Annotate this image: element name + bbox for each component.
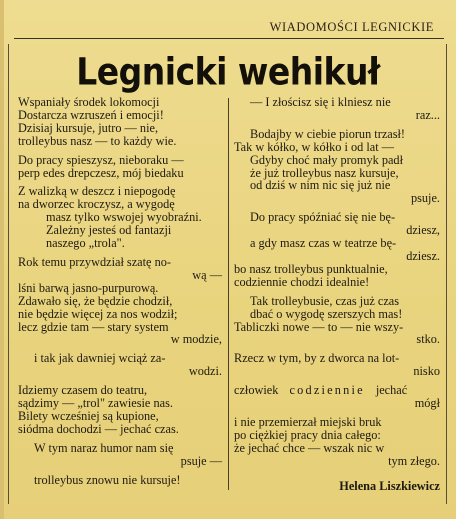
poem-line: naszego „trola". bbox=[46, 236, 125, 251]
poem-line: Rzecz w tym, by z dworca na lot- bbox=[234, 351, 400, 366]
poem-title: Legnicki wehikuł bbox=[76, 49, 380, 94]
poem-line: Dzisiaj kursuje, jutro — nie, bbox=[18, 120, 159, 135]
poem-line: po ciężkiej pracy dnia całego: bbox=[234, 427, 381, 442]
poem-line: dziesz. bbox=[406, 248, 440, 263]
poem-line: że już trolleybus nasz kursuje, bbox=[250, 165, 399, 180]
poem-line: mógł bbox=[414, 396, 440, 411]
poem-word: jechać bbox=[375, 383, 408, 398]
poem-line: Z walizką w deszcz i niepogodę bbox=[18, 184, 176, 199]
poem-line: trolleybus znowu nie kursuje! bbox=[34, 472, 181, 487]
right-border-rule bbox=[446, 44, 447, 504]
poem-line: codziennie chodzi idealnie! bbox=[234, 274, 370, 289]
poem-line: a gdy masz czas w teatrze bę- bbox=[250, 236, 397, 251]
poem-word: człowiek bbox=[234, 383, 279, 398]
poem-line: sądzimy — „trol" zawiesie nas. bbox=[18, 396, 173, 411]
poem-line: wodzi. bbox=[188, 364, 222, 379]
poem-line: lecz gdzie tam — stary system bbox=[18, 319, 169, 334]
poem-line: Wspaniały środek lokomocji bbox=[18, 95, 160, 109]
poem-line: dziesz, bbox=[406, 223, 440, 238]
poem-line: masz tylko wswojej wyobraźni. bbox=[46, 210, 202, 225]
poem-line: dbać o wygodę szerszych mas! bbox=[250, 306, 403, 321]
poem-line: że jechać chce — wszak nic w bbox=[234, 440, 385, 455]
poem-column-right bbox=[234, 96, 440, 492]
poem-line: Tak w kółko, w kółko i od lat — bbox=[234, 139, 395, 154]
poem-line: tym złego. bbox=[388, 453, 440, 468]
column-divider bbox=[228, 98, 229, 490]
poem-line: i nie przemierzał miejski bruk bbox=[234, 414, 382, 429]
poem-line: Tak trolleybusie, czas już czas bbox=[250, 293, 400, 308]
poem-line: od dziś w nim nic się już nie bbox=[250, 178, 391, 193]
poem-line: Do pracy spieszysz, nieboraku — bbox=[18, 152, 184, 167]
poem-line: Rok temu przywdział szatę no- bbox=[18, 254, 171, 269]
poem-line: i tak jak dawniej wciąż za- bbox=[34, 351, 166, 366]
poem-line: Bilety wcześniej są kupione, bbox=[18, 408, 159, 423]
poem-line-spaced bbox=[234, 384, 440, 397]
poem-line: — I złościsz się i klniesz nie bbox=[250, 95, 391, 109]
poem-line: bo nasz trolleybus punktualnie, bbox=[234, 261, 388, 276]
poem-line: perp edes drepczesz, mój biedaku bbox=[18, 165, 184, 180]
poem-line: nisko bbox=[413, 364, 440, 379]
poem-word: codziennie bbox=[289, 383, 365, 398]
poem-line: nie będzie więcej za nos wodził; bbox=[18, 306, 178, 321]
poem-line: Idziemy czasem do teatru, bbox=[18, 383, 148, 398]
header-rule bbox=[14, 38, 444, 39]
poem-line: Zdawało się, że będzie chodził, bbox=[18, 293, 173, 308]
section-header: WIADOMOŚCI LEGNICKIE bbox=[269, 20, 434, 34]
poem-line: Tabliczki nowe — to — nie wszy- bbox=[234, 319, 404, 334]
poem-line: na dworzec kroczysz, a wygodę bbox=[18, 197, 175, 212]
poem-line: Zależny jesteś od fantazji bbox=[46, 223, 172, 238]
poem-line: siódma dochodzi — jechać czas. bbox=[18, 421, 179, 436]
poem-line: lśni barwą jasno-purpurową. bbox=[18, 280, 159, 295]
author-signature: Helena Liszkiewicz bbox=[339, 478, 440, 493]
left-border-rule bbox=[8, 44, 9, 504]
poem-line: Bodajby w ciebie piorun trzasł! bbox=[250, 126, 406, 141]
poem-line: W tym naraz humor nam się bbox=[34, 440, 174, 455]
poem-line: w modzie, bbox=[170, 332, 222, 347]
poem-line: wą — bbox=[192, 267, 222, 282]
poem-line: psuje — bbox=[180, 453, 222, 468]
poem-line: Gdyby choć mały promyk padł bbox=[250, 152, 403, 167]
poem-line: Do pracy spóźniać się nie bę- bbox=[250, 210, 396, 225]
poem-line: raz... bbox=[415, 107, 440, 122]
poem-line: stko. bbox=[416, 332, 440, 347]
poem-line: psuje. bbox=[410, 191, 440, 206]
poem-line: trolleybus nasz — to każdy wie. bbox=[18, 133, 177, 148]
poem-line: Dostarcza wzruszeń i emocji! bbox=[18, 107, 164, 122]
poem-column-left bbox=[18, 96, 222, 486]
